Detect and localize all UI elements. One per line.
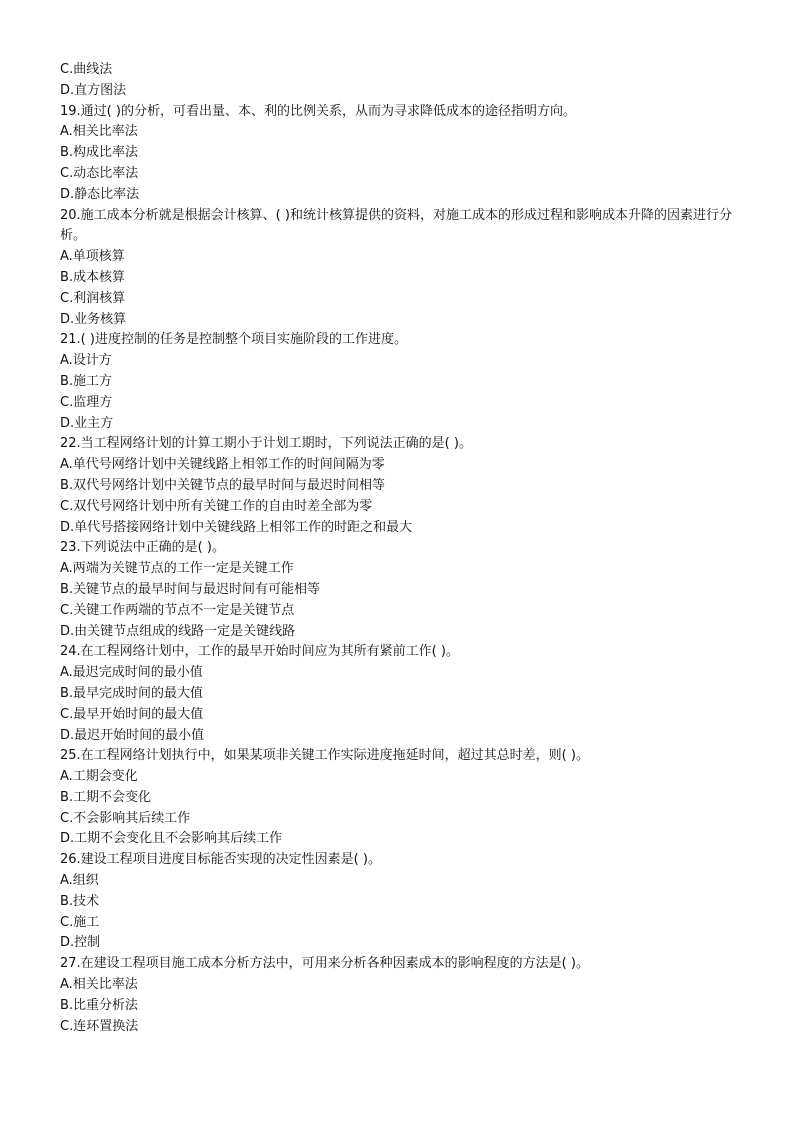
option-d: D.单代号搭接网络计划中关键线路上相邻工作的时距之和最大 bbox=[60, 519, 413, 535]
option-b: B.双代号网络计划中关键节点的最早时间与最迟时间相等 bbox=[60, 477, 386, 493]
option-line: D.直方图法 bbox=[60, 82, 127, 98]
option-c: C.不会影响其后续工作 bbox=[60, 810, 191, 826]
question-stem: 24.在工程网络计划中，工作的最早开始时间应为其所有紧前工作( )。 bbox=[60, 644, 459, 660]
question-stem: 22.当工程网络计划的计算工期小于计划工期时，下列说法正确的是( )。 bbox=[60, 436, 472, 452]
option-a: A.组织 bbox=[60, 873, 99, 889]
option-d: D.控制 bbox=[60, 935, 101, 951]
option-line: C.曲线法 bbox=[60, 62, 113, 77]
option-d: D.业务核算 bbox=[60, 311, 127, 327]
question-24 bbox=[60, 642, 740, 746]
option-a: A.两端为关键节点的工作一定是关键工作 bbox=[60, 561, 294, 577]
question-stem: 26.建设工程项目进度目标能否实现的决定性因素是( )。 bbox=[60, 852, 381, 868]
question-26 bbox=[60, 850, 740, 954]
option-d: D.最迟开始时间的最小值 bbox=[60, 727, 205, 743]
option-a: A.相关比率法 bbox=[60, 977, 138, 993]
question-stem: 27.在建设工程项目施工成本分析方法中，可用来分析各种因素成本的影响程度的方法是( )。 bbox=[60, 956, 589, 972]
question-23 bbox=[60, 538, 740, 642]
option-c: C.关键工作两端的节点不一定是关键节点 bbox=[60, 602, 295, 618]
question-stem: 21.( )进度控制的任务是控制整个项目实施阶段的工作进度。 bbox=[60, 332, 407, 348]
option-a: A.工期会变化 bbox=[60, 769, 138, 785]
option-d: D.工期不会变化且不会影响其后续工作 bbox=[60, 831, 283, 847]
option-c: C.动态比率法 bbox=[60, 165, 139, 181]
question-stem: 20.施工成本分析就是根据会计核算、( )和统计核算提供的资料，对施工成本的形成过程和影响成本升降的因素进行分析。 bbox=[60, 207, 732, 244]
question-stem: 23.下列说法中正确的是( )。 bbox=[60, 540, 225, 556]
question-27 bbox=[60, 954, 740, 1037]
option-b: B.比重分析法 bbox=[60, 997, 139, 1013]
question-21 bbox=[60, 330, 740, 434]
option-b: B.工期不会变化 bbox=[60, 789, 152, 805]
option-c: C.最早开始时间的最大值 bbox=[60, 706, 204, 722]
question-22 bbox=[60, 434, 740, 538]
option-c: C.利润核算 bbox=[60, 290, 126, 306]
option-c: C.监理方 bbox=[60, 394, 113, 410]
option-c: C.连环置换法 bbox=[60, 1018, 139, 1034]
option-a: A.单代号网络计划中关键线路上相邻工作的时间间隔为零 bbox=[60, 457, 385, 473]
option-a: A.最迟完成时间的最小值 bbox=[60, 665, 203, 681]
option-d: D.静态比率法 bbox=[60, 186, 140, 202]
option-a: A.单项核算 bbox=[60, 249, 125, 265]
option-a: A.设计方 bbox=[60, 353, 112, 369]
question-stem: 25.在工程网络计划执行中，如果某项非关键工作实际进度拖延时间，超过其总时差，则( )。 bbox=[60, 748, 589, 764]
option-c: C.施工 bbox=[60, 914, 100, 930]
option-b: B.技术 bbox=[60, 893, 100, 909]
option-b: B.关键节点的最早时间与最迟时间有可能相等 bbox=[60, 581, 321, 597]
option-b: B.构成比率法 bbox=[60, 145, 139, 161]
option-d: D.由关键节点组成的线路一定是关键线路 bbox=[60, 623, 296, 639]
option-a: A.相关比率法 bbox=[60, 124, 138, 140]
question-25 bbox=[60, 746, 740, 850]
question-19 bbox=[60, 102, 740, 206]
question-20 bbox=[60, 206, 740, 331]
option-b: B.成本核算 bbox=[60, 269, 126, 285]
option-d: D.业主方 bbox=[60, 415, 114, 431]
question-stem: 19.通过( )的分析，可看出量、本、利的比例关系，从而为寻求降低成本的途径指明方向。 bbox=[60, 103, 576, 119]
option-b: B.最早完成时间的最大值 bbox=[60, 685, 204, 701]
option-b: B.施工方 bbox=[60, 373, 113, 389]
option-c: C.双代号网络计划中所有关键工作的自由时差全部为零 bbox=[60, 498, 373, 514]
document-page bbox=[60, 60, 740, 1037]
